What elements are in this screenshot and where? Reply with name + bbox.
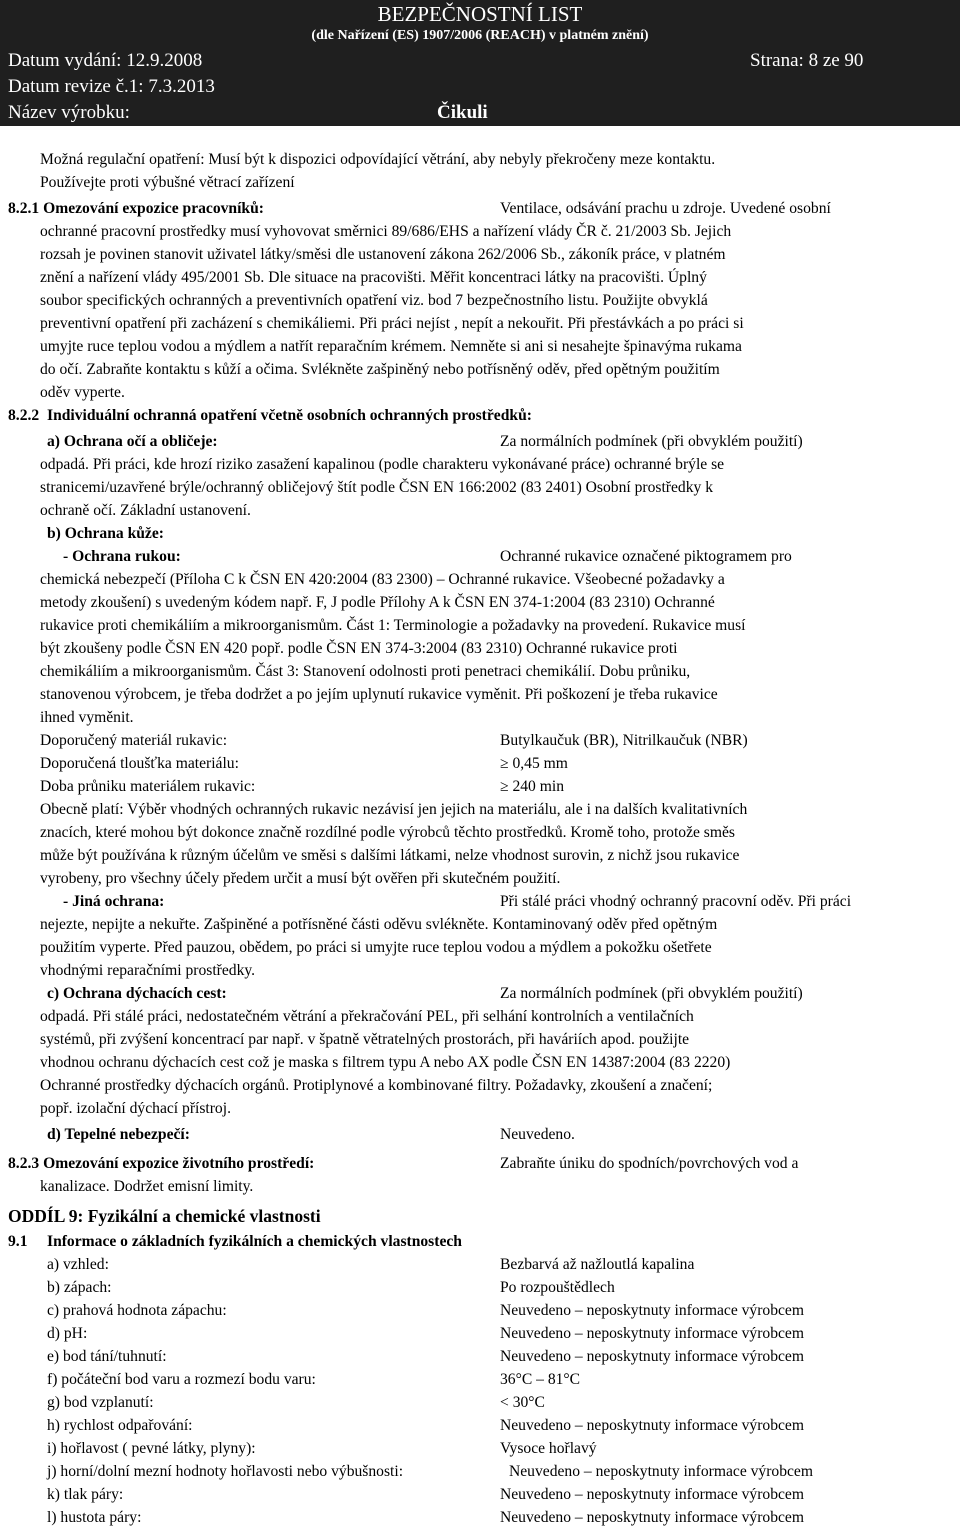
- other-protection-label: - Jiná ochrana:: [63, 893, 165, 910]
- text-line: vhodnou ochranu dýchacích cest což je maska s filtrem typu A nebo AX podle ČSN EN 14387:2004 (83 2220): [40, 1054, 731, 1071]
- property-value: Neuvedeno – neposkytnuty informace výrobcem: [500, 1325, 804, 1342]
- property-label: g) bod vzplanutí:: [47, 1394, 154, 1411]
- property-label: c) prahová hodnota zápachu:: [47, 1302, 227, 1319]
- document-subtitle: (dle Nařízení (ES) 1907/2006 (REACH) v platném znění): [311, 28, 649, 43]
- property-label: b) zápach:: [47, 1279, 112, 1296]
- text-line: stranicemi/uzavřené brýle/ochranný obličejový štít podle ČSN EN 166:2002 (83 2401) Osobní prostředky k: [40, 479, 713, 496]
- text-line: použitím vyperte. Před pauzou, obědem, po práci si umyjte ruce teplou vodou a mýdlem a pokožku ošetřete: [40, 939, 712, 956]
- text-line: ochraně očí. Základní ustanovení.: [40, 502, 251, 519]
- glove-material-label: Doporučený materiál rukavic:: [40, 732, 228, 749]
- property-label: a) vzhled:: [47, 1256, 109, 1273]
- text-line: ochranné pracovní prostředky musí vyhovovat směrnici 89/686/EHS a nařízení vlády ČR č. 21/2003 Sb. Jejich: [40, 223, 732, 240]
- text-line: Možná regulační opatření: Musí být k dispozici odpovídající větrání, aby nebyly překročeny meze kontaktu.: [40, 151, 716, 168]
- skin-protection-label: b) Ochrana kůže:: [47, 525, 164, 542]
- product-name: Čikuli: [437, 102, 488, 123]
- issue-date: Datum vydání: 12.9.2008: [8, 50, 203, 71]
- property-value: Vysoce hořlavý: [500, 1440, 597, 1457]
- eye-protection-label: a) Ochrana očí a obličeje:: [47, 433, 218, 450]
- property-label: j) horní/dolní mezní hodnoty hořlavosti nebo výbušnosti:: [47, 1463, 404, 1480]
- eye-protection-value: Za normálních podmínek (při obvyklém použití): [500, 433, 803, 450]
- section-9-1-title: Informace o základních fyzikálních a chemických vlastnostech: [47, 1233, 462, 1250]
- property-label: d) pH:: [47, 1325, 88, 1342]
- hand-protection-label: - Ochrana rukou:: [63, 548, 181, 565]
- glove-material-value: Butylkaučuk (BR), Nitrilkaučuk (NBR): [500, 732, 748, 749]
- property-label: k) tlak páry:: [47, 1486, 124, 1503]
- text-line: systémů, při zvýšení koncentrací par např. v špatně větratelných prostorách, při haváriích apod. použijte: [40, 1031, 690, 1048]
- property-value: Neuvedeno – neposkytnuty informace výrobcem: [500, 1509, 804, 1526]
- section-8-2-1-heading: 8.2.1 Omezování expozice pracovníků:: [8, 200, 264, 217]
- property-label: e) bod tání/tuhnutí:: [47, 1348, 167, 1365]
- text-line: znacích, které mohou být dokonce značně rozdílné podle výrobců těchto prostředků. Kromě toho, protože směs: [40, 824, 735, 841]
- glove-breakthrough-label: Doba průniku materiálem rukavic:: [40, 778, 256, 795]
- text-line: znění a nařízení vlády 495/2001 Sb. Dle situace na pracovišti. Měřit koncentraci látky na pracovišti. Úplný: [40, 269, 707, 286]
- section-9-1-number: 9.1: [8, 1233, 28, 1250]
- hand-protection-value: Ochranné rukavice označené piktogramem pro: [500, 548, 792, 565]
- thermal-hazard-label: d) Tepelné nebezpečí:: [47, 1126, 190, 1143]
- revision-date: Datum revize č.1: 7.3.2013: [8, 76, 215, 97]
- text-line: metody zkoušení) s uvedeným kódem např. F, J podle Přílohy A k ČSN EN 374-1:2004 (83 2310) Ochranné: [40, 594, 715, 611]
- glove-breakthrough-value: ≥ 240 min: [500, 778, 565, 795]
- text-line: Ochranné prostředky dýchacích orgánů. Protiplynové a kombinované filtry. Požadavky, zkoušení a značení;: [40, 1077, 713, 1094]
- property-value: Neuvedeno – neposkytnuty informace výrobcem: [500, 1348, 804, 1365]
- section-8-2-2-title: Individuální ochranná opatření včetně osobních ochranných prostředků:: [47, 407, 532, 424]
- text-line: Používejte proti výbušné větrací zařízení: [40, 174, 295, 191]
- text-line: odpadá. Při stálé práci, nedostatečném větrání a překračování PEL, při selhání kontrolních a ventilačních: [40, 1008, 694, 1025]
- section-8-2-3-heading: 8.2.3 Omezování expozice životního prostředí:: [8, 1155, 315, 1172]
- thermal-hazard-value: Neuvedeno.: [500, 1126, 575, 1143]
- text-line: vhodnými reparačními prostředky.: [40, 962, 256, 979]
- property-value: Bezbarvá až nažloutlá kapalina: [500, 1256, 695, 1273]
- text-line: vyrobeny, pro všechny účely předem určit a musí být ověřen při skutečném použití.: [40, 870, 561, 887]
- text-line: umyjte ruce teplou vodou a mýdlem a natřít reparačním krémem. Nemněte si ani si nesahejte špinavýma rukama: [40, 338, 742, 355]
- property-label: l) hustota páry:: [47, 1509, 142, 1526]
- text-line: Obecně platí: Výběr vhodných ochranných rukavic nezávisí jen jejich na materiálu, ale i na dalších kvalitativních: [40, 801, 748, 818]
- property-value: 36°C – 81°C: [500, 1371, 581, 1388]
- property-value: Neuvedeno – neposkytnuty informace výrobcem: [500, 1302, 804, 1319]
- text-line: může být používána k různým účelům ve směsi s dalšími látkami, nelze vhodnost surovin, z nichž jsou rukavice: [40, 847, 740, 864]
- text-line: stanovenou výrobcem, je třeba dodržet a po jejím uplynutí rukavice vyměnit. Při poškození je třeba rukavice: [40, 686, 718, 703]
- text-line: do očí. Zabraňte kontaktu s kůží a očima. Svlékněte zašpiněný nebo potřísněný oděv, před opětným použitím: [40, 361, 720, 378]
- section-8-2-1-value: Ventilace, odsávání prachu u zdroje. Uvedené osobní: [500, 200, 831, 217]
- document-title: BEZPEČNOSTNÍ LIST: [377, 2, 583, 26]
- section-8-2-2-number: 8.2.2: [8, 407, 40, 424]
- text-line: preventivní opatření při zacházení s chemikáliemi. Při práci nejíst , nepít a nekouřit. Při přestávkách a po práci si: [40, 315, 744, 332]
- text-line: popř. izolační dýchací přístroj.: [40, 1100, 231, 1117]
- text-line: chemikáliím a mikroorganismům. Část 3: Stanovení odolnosti proti penetraci chemikálií. Dobu průniku,: [40, 663, 691, 680]
- text-line: rukavice proti chemikáliím a mikroorganismům. Část 1: Terminologie a požadavky na provedení. Rukavice musí: [40, 617, 746, 634]
- text-line: rozsah je povinen stanovit uživatel látky/směsi dle ustanovení zákona 262/2006 Sb., zákoník práce, v platném: [40, 246, 726, 263]
- text-line: oděv vyperte.: [40, 384, 125, 401]
- text-line: chemická nebezpečí (Příloha C k ČSN EN 420:2004 (83 2300) – Ochranné rukavice. Všeobecné požadavky a: [40, 571, 725, 588]
- page-number: Strana: 8 ze 90: [750, 50, 864, 71]
- text-line: soubor specifických ochranných a preventivních opatření viz. bod 7 bezpečnostního listu. Použijte obvyklá: [40, 292, 708, 309]
- text-line: kanalizace. Dodržet emisní limity.: [40, 1178, 254, 1195]
- property-value: Neuvedeno – neposkytnuty informace výrobcem: [500, 1417, 804, 1434]
- text-line: ihned vyměnit.: [40, 709, 134, 726]
- text-line: odpadá. Při práci, kde hrozí riziko zasažení kapalinou (podle charakteru vykonávané práce) ochranné brýle se: [40, 456, 725, 473]
- property-label: f) počáteční bod varu a rozmezí bodu varu:: [47, 1371, 316, 1388]
- property-value: Neuvedeno – neposkytnuty informace výrobcem: [509, 1463, 813, 1480]
- glove-thickness-label: Doporučená tloušťka materiálu:: [40, 755, 239, 772]
- property-label: i) hořlavost ( pevné látky, plyny):: [47, 1440, 256, 1457]
- text-line: nejezte, nepijte a nekuřte. Zašpiněné a potřísněné části oděvu svlékněte. Kontaminovaný oděv před opětným: [40, 916, 718, 933]
- section-8-2-3-value: Zabraňte úniku do spodních/povrchových vod a: [500, 1155, 799, 1172]
- property-value: Po rozpouštědlech: [500, 1279, 615, 1296]
- respiratory-protection-value: Za normálních podmínek (při obvyklém použití): [500, 985, 803, 1002]
- respiratory-protection-label: c) Ochrana dýchacích cest:: [47, 985, 227, 1002]
- product-label: Název výrobku:: [8, 102, 130, 123]
- property-label: h) rychlost odpařování:: [47, 1417, 193, 1434]
- text-line: být zkoušeny podle ČSN EN 420 popř. podle ČSN EN 374-3:2004 (83 2310) Ochranné rukavice proti: [40, 640, 678, 657]
- section-9-title: ODDÍL 9: Fyzikální a chemické vlastnosti: [8, 1206, 321, 1226]
- property-value: < 30°C: [500, 1394, 545, 1411]
- other-protection-value: Při stálé práci vhodný ochranný pracovní oděv. Při práci: [500, 893, 852, 910]
- property-value: Neuvedeno – neposkytnuty informace výrobcem: [500, 1486, 804, 1503]
- glove-thickness-value: ≥ 0,45 mm: [500, 755, 568, 772]
